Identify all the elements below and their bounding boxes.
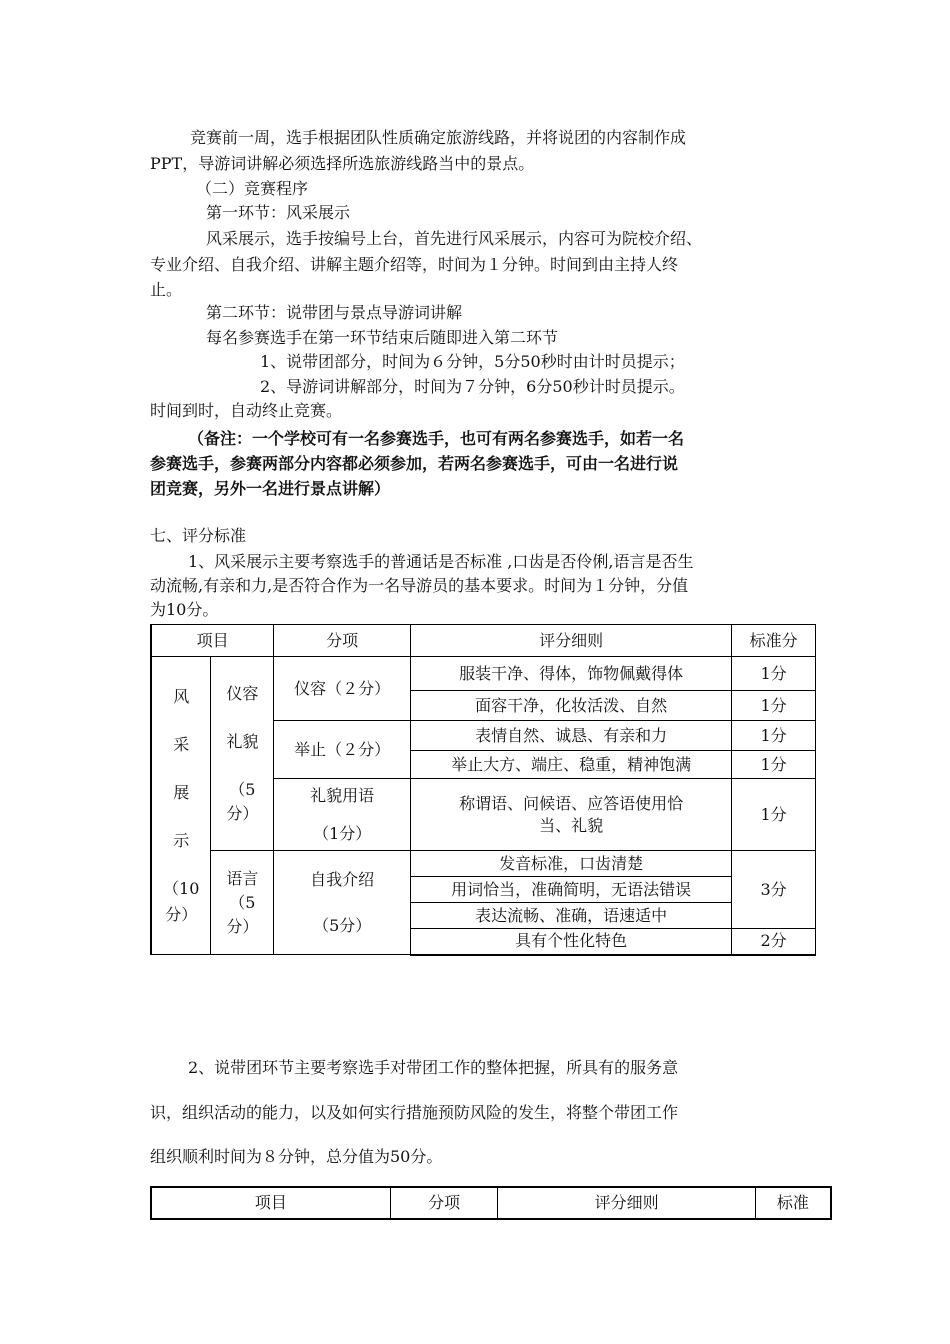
group-char: 风 xyxy=(173,686,190,706)
table-header-row xyxy=(151,1187,831,1219)
group-char: 展 xyxy=(173,782,190,802)
item-cell xyxy=(274,779,411,851)
score-cell: 1分 xyxy=(732,657,816,691)
detail-cell: 具有个性化特色 xyxy=(411,929,732,955)
header-cell: 评分细则 xyxy=(411,625,732,657)
table-row xyxy=(151,851,816,877)
table-row xyxy=(151,657,816,691)
subgroup-score: 分） xyxy=(226,803,259,823)
detail-cell: 用词恰当，准确简明，无语法错误 xyxy=(411,877,732,903)
header-cell: 项目 xyxy=(151,1187,390,1219)
header-cell: 标准 xyxy=(755,1187,831,1219)
section-heading: 七、评分标准 xyxy=(150,526,247,545)
header-cell: 项目 xyxy=(151,625,274,657)
score-cell: 1分 xyxy=(732,779,816,851)
section-heading: （二）竞赛程序 xyxy=(196,179,309,198)
group-cell xyxy=(151,657,211,955)
subgroup-label: 仪容 xyxy=(226,683,259,703)
header-cell: 评分细则 xyxy=(498,1187,755,1219)
score-cell: 1分 xyxy=(732,751,816,779)
detail-cell: 举止大方、端庄、稳重，精神饱满 xyxy=(411,751,732,779)
item-score: （1分） xyxy=(313,823,372,843)
paragraph-line: 1、风采展示主要考察选手的普通话是否标准 ,口齿是否伶俐,语言是否生 xyxy=(188,552,694,571)
subgroup-cell xyxy=(211,657,274,851)
detail-text: 称谓语、问候语、应答语使用恰 xyxy=(459,793,684,813)
scoring-table-guiding xyxy=(150,1186,832,1220)
subgroup-score: （5 xyxy=(229,779,256,799)
paragraph-line: 风采展示，选手按编号上台，首先进行风采展示，内容可为院校介绍、 xyxy=(206,229,703,248)
paragraph-line: 止。 xyxy=(150,280,183,299)
item-cell: 举止（２分） xyxy=(274,721,411,779)
table-header-row xyxy=(151,625,816,657)
paragraph-line: 识，组织活动的能力，以及如何实行措施预防风险的发生，将整个带团工作 xyxy=(150,1103,679,1122)
group-char: 采 xyxy=(173,734,190,754)
item-label: 自我介绍 xyxy=(310,869,375,889)
subgroup-label: 语言 xyxy=(226,868,259,888)
detail-cell xyxy=(411,779,732,851)
scoring-table-presentation xyxy=(150,624,816,956)
item-cell: 仪容（２分） xyxy=(274,657,411,721)
paragraph-line: 2、说带团环节主要考察选手对带团工作的整体把握，所具有的服务意 xyxy=(188,1058,679,1077)
list-item: 2、导游词讲解部分，时间为７分钟，6分50秒计时员提示。 xyxy=(260,377,685,396)
score-cell: 3分 xyxy=(732,851,816,929)
item-score: （5分） xyxy=(313,915,372,935)
score-cell: 2分 xyxy=(732,929,816,955)
paragraph-line: PPT，导游词讲解必须选择所选旅游线路当中的景点。 xyxy=(150,154,535,173)
paragraph-line: 为10分。 xyxy=(150,600,219,619)
paragraph-line: 每名参赛选手在第一环节结束后随即进入第二环节 xyxy=(206,328,559,347)
item-cell xyxy=(274,851,411,955)
subgroup-label: 礼貌 xyxy=(226,731,259,751)
paragraph-line: 专业介绍、自我介绍、讲解主题介绍等，时间为１分钟。时间到由主持人终 xyxy=(150,255,679,274)
stage-heading: 第一环节：风采展示 xyxy=(206,203,351,222)
header-cell: 分项 xyxy=(274,625,411,657)
subgroup-score: 分） xyxy=(226,916,259,936)
score-cell: 1分 xyxy=(732,721,816,751)
detail-cell: 表情自然、诚恳、有亲和力 xyxy=(411,721,732,751)
detail-cell: 发音标准，口齿清楚 xyxy=(411,851,732,877)
subgroup-cell xyxy=(211,851,274,955)
item-label: 礼貌用语 xyxy=(310,785,375,805)
detail-cell: 面容干净，化妆活泼、自然 xyxy=(411,691,732,721)
detail-cell: 服装干净、得体，饰物佩戴得体 xyxy=(411,657,732,691)
stage-heading: 第二环节：说带团与景点导游词讲解 xyxy=(206,303,463,322)
detail-text: 当、礼貌 xyxy=(539,815,604,835)
paragraph-line: 竞赛前一周，选手根据团队性质确定旅游线路，并将说团的内容制作成 xyxy=(190,128,687,147)
header-cell: 标准分 xyxy=(732,625,816,657)
list-item: 1、说带团部分，时间为６分钟，5分50秒时由计时员提示； xyxy=(260,352,685,371)
group-char: 示 xyxy=(173,830,190,850)
note-line: （备注：一个学校可有一名参赛选手，也可有两名参赛选手，如若一名 xyxy=(188,429,685,448)
detail-cell: 表达流畅、准确，语速适中 xyxy=(411,903,732,929)
paragraph-line: 时间到时，自动终止竞赛。 xyxy=(150,401,343,420)
paragraph-line: 组织顺利时间为８分钟，总分值为50分。 xyxy=(150,1147,443,1166)
header-cell: 分项 xyxy=(390,1187,498,1219)
note-line: 参赛选手，参赛两部分内容都必须参加，若两名参赛选手，可由一名进行说 xyxy=(150,454,679,473)
note-line: 团竞赛，另外一名进行景点讲解） xyxy=(150,479,391,498)
subgroup-score: （5 xyxy=(229,892,256,912)
group-score: 分） xyxy=(165,904,198,924)
paragraph-line: 动流畅,有亲和力,是否符合作为一名导游员的基本要求。时间为１分钟，分值 xyxy=(150,576,689,595)
score-cell: 1分 xyxy=(732,691,816,721)
group-score: （10 xyxy=(163,878,200,898)
